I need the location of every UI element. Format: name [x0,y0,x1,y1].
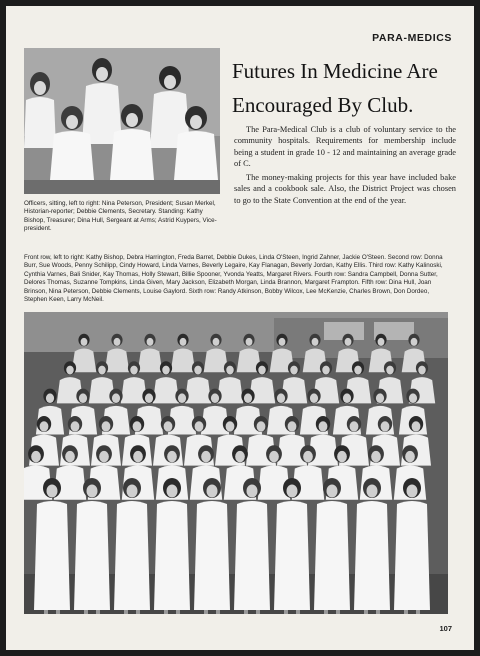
body-paragraph-2: The money-making projects for this year have included bake sales and a cookbook sale. Also, the District Project was chosen to go to the State Convention at the end of the year. [234,173,456,205]
officers-caption: Officers, sitting, left to right: Nina Peterson, President; Susan Merkel, Historian-reporter; Debbie Clements, Secretary. Standing: Kathy Bishop, Treasurer; Dina Hull, Sergeant at Arms; Astrid Kuypers, Vice-president. [24,200,217,233]
officers-photo [24,48,220,194]
members-caption: Front row, left to right: Kathy Bishop, Debra Harrington, Freda Barret, Debbie Dukes, Linda O'Steen, Ingrid Zahner, Jackie O'Steen. Second row: Donna Burr, Sue Woods, Penny Schilipp, Cindy Howard, Linda Varnes, Beverly Legaire, Kay Flanagan, Beverly Jordan, Kathy Ellis. Third row: Kathy Kalinoski, Cynthia Varnes, Bali Snider, Kay Thomas, Holly Stewart, Billie Spooner, Yvonda Yeatts, Margaret Rivers. Fourth row: Sandra Campbell, Donna Sutter, Delores Thomas, Suzanne Tompkins, Linda Given, Mary Jackson, Elizabeth Morgan, Linda Brannon, Margaret Frampton. Fifth row: Dina Hull, Joan Brinson, Nina Peterson, Debbie Clements, Louise Gaylord. Sixth row: Randy Atkinson, Bobby Wilcox, Lee McKenzie, Charles Brown, Don Dordeo, Stephen Keen, Larry McNeil. [24,254,443,304]
section-label: PARA-MEDICS [372,32,452,44]
headline: Futures In Medicine Are Encouraged By Club. [232,59,438,117]
members-group-photo [24,312,448,614]
members-group-figures [24,312,448,614]
officers-photo-figures [24,48,220,194]
yearbook-page [6,6,474,650]
page-number: 107 [439,624,452,633]
body-paragraph-1: The Para-Medical Club is a club of voluntary service to the community hospitals. Requirements for membership include being a student in grade 10 - 12 and maintaining an average grade of C. [234,125,456,168]
